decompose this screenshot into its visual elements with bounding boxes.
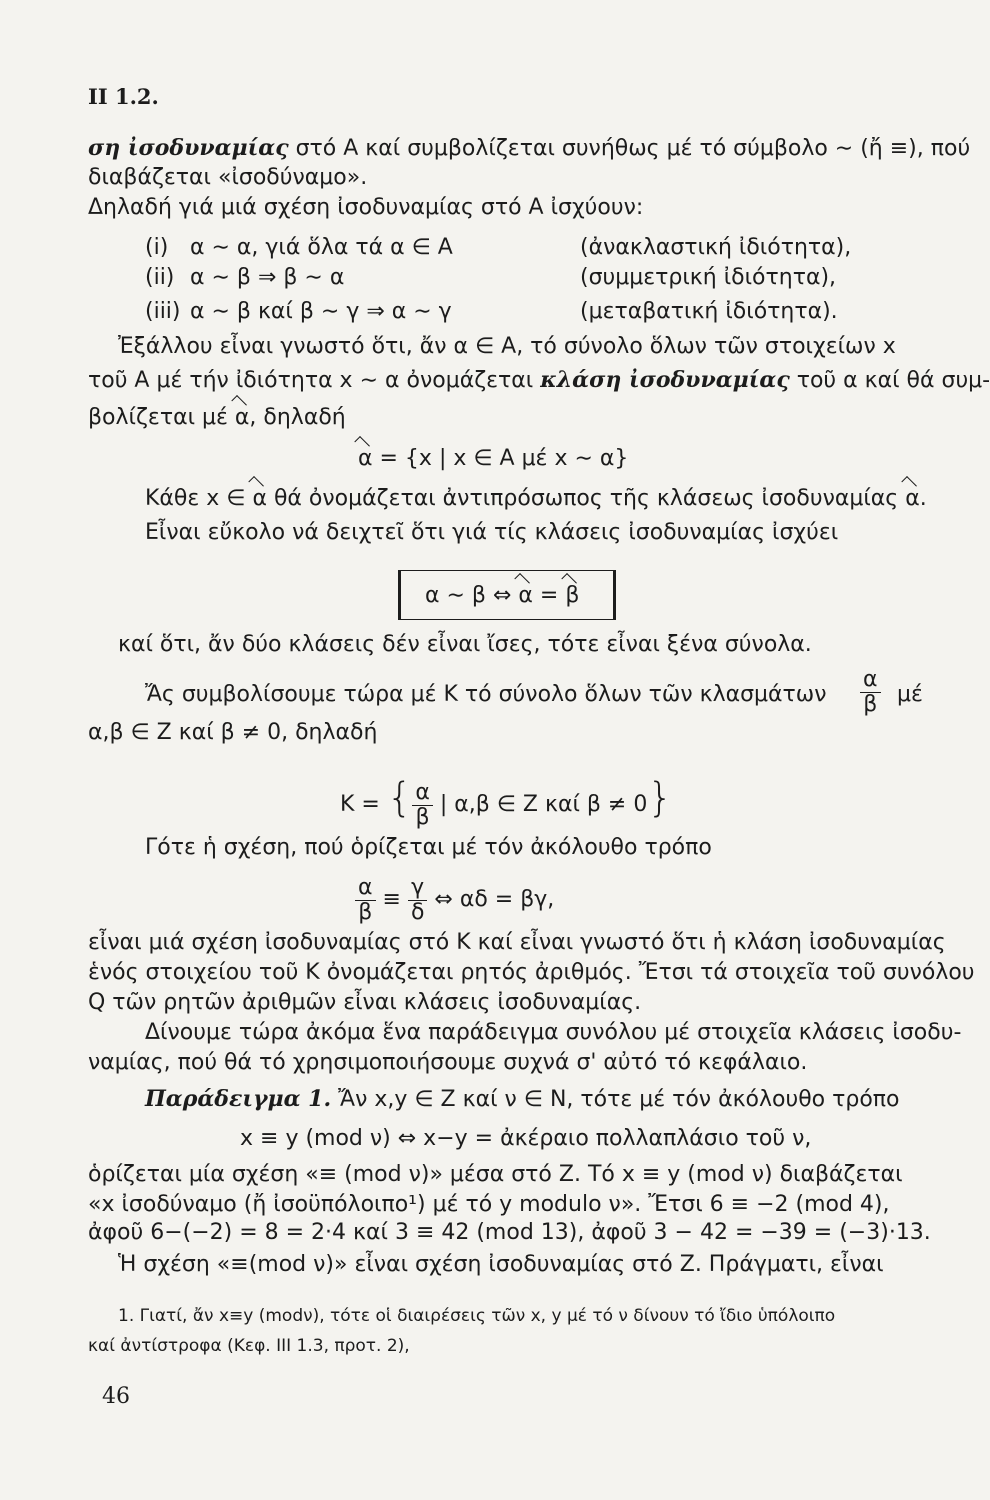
fraction-denominator: β xyxy=(358,899,373,925)
fraction-numerator: α xyxy=(355,876,376,901)
fraction-numerator: α xyxy=(412,781,433,806)
paragraph-line xyxy=(88,365,990,396)
paragraph-line: Q τῶν ρητῶν ἀριθμῶν εἶναι κλάσεις ἰσοδυναμίας. xyxy=(88,990,642,1015)
fraction-equivalence xyxy=(355,872,554,928)
section-header: II 1.2. xyxy=(88,84,159,109)
fraction xyxy=(860,668,881,717)
example-label: Παράδειγμα 1. xyxy=(145,1086,332,1112)
paragraph-line: διαβάζεται «ἰσοδύναμο». xyxy=(88,165,368,190)
paragraph-line xyxy=(145,484,927,514)
text: Ἄν x,y ∈ Z καί ν ∈ N, τότε μέ τόν ἀκόλουθο τρόπο xyxy=(331,1087,900,1112)
paragraph-line xyxy=(88,403,346,433)
paragraph-line: καί ὅτι, ἄν δύο κλάσεις δέν εἶναι ἴσες, τότε εἶναι ξένα σύνολα. xyxy=(118,632,812,657)
text: . xyxy=(919,486,927,511)
text: α ∼ β ⇔ xyxy=(425,583,519,608)
class-definition xyxy=(358,444,628,474)
term-bold: κλάση ἰσοδυναμίας xyxy=(540,367,790,393)
class-hat-symbol: β xyxy=(565,581,579,611)
footnote-line: 1. Γιατί, ἄν x≡y (modν), τότε οἱ διαιρέσεις τῶν x, y μέ τό ν δίνουν τό ἴδιο ὑπόλοιπο xyxy=(118,1306,836,1326)
property-label: (ii) xyxy=(145,265,175,290)
property-formula: α ∼ β ⇒ β ∼ α xyxy=(190,265,345,290)
paragraph-line: Δηλαδή γιά μιά σχέση ἰσοδυναμίας στό Α ἰσχύουν: xyxy=(88,195,644,220)
paragraph-line: ναμίας, πού θά τό χρησιμοποιήσουμε συχνά σ' αὐτό τό κεφάλαιο. xyxy=(88,1050,808,1075)
property-formula: α ∼ β καί β ∼ γ ⇒ α ∼ γ xyxy=(190,299,452,324)
paragraph-line: «x ἰσοδύναμο (ἤ ἰσοϋπόλοιπο¹) μέ τό y modulo ν». Ἔτσι 6 ≡ −2 (mod 4), xyxy=(88,1192,890,1217)
text: = xyxy=(532,583,566,608)
text: | α,β ∈ Z καί β ≠ 0 xyxy=(432,792,648,817)
paragraph-line: Δίνουμε τώρα ἀκόμα ἕνα παράδειγμα συνόλου μέ στοιχεῖα κλάσεις ἰσοδυ- xyxy=(145,1020,962,1045)
property-name: (συμμετρική ἰδιότητα), xyxy=(580,265,837,290)
paragraph-line: Εἶναι εὔκολο νά δειχτεῖ ὅτι γιά τίς κλάσεις ἰσοδυναμίας ἰσχύει xyxy=(145,520,839,545)
text: τοῦ Α μέ τήν ἰδιότητα x ∼ α ὀνομάζεται xyxy=(88,368,541,393)
right-brace: } xyxy=(647,775,673,821)
paragraph-line xyxy=(145,1084,900,1115)
property-label: (i) xyxy=(145,235,169,260)
property-formula: α ∼ α, γιά ὅλα τά α ∈ Α xyxy=(190,235,453,260)
class-hat-symbol: α xyxy=(235,403,250,433)
paragraph-line: Ἐξάλλου εἶναι γνωστό ὅτι, ἄν α ∈ Α, τό σύνολο ὅλων τῶν στοιχείων x xyxy=(118,334,896,359)
text: ⇔ αδ = βγ, xyxy=(427,887,555,912)
paragraph-line: εἶναι μιά σχέση ἰσοδυναμίας στό Κ καί εἶναι γνωστό ὅτι ἡ κλάση ἰσοδυναμίας xyxy=(88,930,946,955)
fraction-denominator: β xyxy=(415,804,430,830)
class-hat-symbol: α xyxy=(905,484,920,514)
fraction-numerator: γ xyxy=(408,876,427,901)
fraction-denominator: β xyxy=(863,692,878,717)
footnote-line: καί ἀντίστροφα (Κεφ. III 1.3, προτ. 2), xyxy=(88,1336,410,1356)
text: ≡ xyxy=(375,887,408,912)
property-name: (ἀνακλαστική ἰδιότητα), xyxy=(580,235,852,260)
text: Κ = xyxy=(340,792,380,817)
paragraph-line: Ἄς συμβολίσουμε τώρα μέ Κ τό σύνολο ὅλων τῶν κλασμάτων xyxy=(145,682,827,707)
set-definition-k xyxy=(340,768,673,828)
page-number: 46 xyxy=(102,1384,130,1409)
text: = {x | x ∈ Α μέ x ∼ α} xyxy=(372,446,629,471)
paragraph-line: ἀφοῦ 6−(−2) = 8 = 2·4 καί 3 ≡ 42 (mod 13), ἀφοῦ 3 − 42 = −39 = (−3)·13. xyxy=(88,1220,931,1245)
fraction-denominator: δ xyxy=(410,899,425,925)
paragraph-line: ἑνός στοιχείου τοῦ Κ ὀνομάζεται ρητός ἀριθμός. Ἔτσι τά στοιχεῖα τοῦ συνόλου xyxy=(88,960,975,985)
paragraph-line xyxy=(88,133,970,164)
text: βολίζεται μέ xyxy=(88,405,235,430)
text: , δηλαδή xyxy=(249,405,346,430)
boxed-formula xyxy=(425,581,579,611)
class-hat-symbol: α xyxy=(518,581,533,611)
paragraph-line: Ἡ σχέση «≡(mod ν)» εἶναι σχέση ἰσοδυναμίας στό Z. Πράγματι, εἶναι xyxy=(118,1252,884,1277)
paragraph-line: Γότε ἡ σχέση, πού ὁρίζεται μέ τόν ἀκόλουθο τρόπο xyxy=(145,835,712,860)
property-name: (μεταβατική ἰδιότητα). xyxy=(580,299,838,324)
fraction-numerator: α xyxy=(860,668,881,693)
paragraph-line: α,β ∈ Z καί β ≠ 0, δηλαδή xyxy=(88,720,378,745)
term-bold: ση ἰσοδυναμίας xyxy=(88,135,289,161)
class-hat-symbol: α xyxy=(358,444,373,474)
text: στό Α καί συμβολίζεται συνήθως μέ τό σύμβολο ∼ (ἤ ≡), πού xyxy=(288,136,971,161)
text: θά ὀνομάζεται ἀντιπρόσωπος τῆς κλάσεως ἰσοδυναμίας xyxy=(266,486,906,511)
class-hat-symbol: α xyxy=(252,484,267,514)
modular-formula: x ≡ y (mod ν) ⇔ x−y = ἀκέραιο πολλαπλάσιο τοῦ ν, xyxy=(240,1126,812,1151)
text: Κάθε x ∈ xyxy=(145,486,253,511)
left-brace: { xyxy=(386,775,413,821)
text: τοῦ α καί θά συμ- xyxy=(789,368,990,393)
paragraph-line: ὁρίζεται μία σχέση «≡ (mod ν)» μέσα στό Z. Τό x ≡ y (mod ν) διαβάζεται xyxy=(88,1162,903,1187)
property-label: (iii) xyxy=(145,299,181,324)
paragraph-line: μέ xyxy=(897,682,923,707)
